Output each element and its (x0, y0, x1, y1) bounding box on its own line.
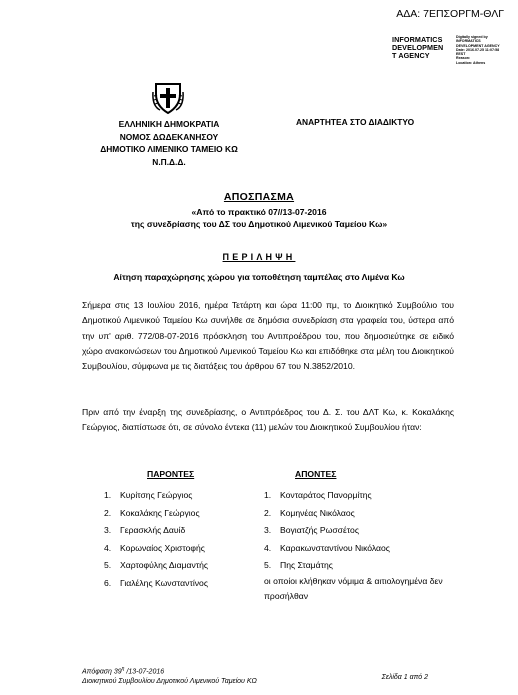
quorum-paragraph: Πριν από την έναρξη της συνεδρίασης, ο Αντιπρόεδρος του Δ. Σ. του ΔΛΤ Κω, κ. Κοκαλάκης Γεώργιος, διαπίστωσε ότι, σε σύνολο έντεκα (11) μελών του Διοικητικού Συμβουλίου ήταν: (82, 407, 454, 433)
list-item: 3. Βογιατζής Ρωσσέτος (264, 525, 359, 535)
list-item: 1. Κονταράτος Πανορμίτης (264, 490, 372, 500)
list-item: 2. Κομηνέας Νικόλαος (264, 507, 355, 518)
absent-heading: ΑΠΟΝΤΕΣ (295, 469, 337, 479)
board-name: Διοικητικού Συμβουλίου Δημοτικού Λιμενικού Ταμείου ΚΩ (82, 678, 257, 686)
signature-details: Digitally signed by INFORMATICS DEVELOPMENT AGENCY Date: 2016.07.25 11:07:58 EEST Reason: Location: Athens (456, 35, 500, 65)
meeting-paragraph: Σήμερα στις 13 Ιουλίου 2016, ημέρα Τετάρτη και ώρα 11:00 πμ, το Διοικητικό Συμβούλιο του Δημοτικού Λιμενικού Ταμείου Κω συνήλθε σε δημόσια συνεδρίαση στα γραφεία του, ύστερα από την υπ' αριθ. 772/08-07-2016 πρόσκληση του Αντιπροέδρου του, που δημοσιεύτηκε σε ειδικό χώρο ανακοινώσεων του Δημοτικού Λιμενικού Ταμείου Κω και επιδόθηκε στα μέλη του Διοικητικού Συμβουλίου, σύμφωνα με τις διατάξεις του άρθρου 67 του Ν.3852/2010. (82, 300, 454, 372)
list-item: 2. Κοκαλάκης Γεώργιος (104, 507, 200, 518)
list-item: 4. Κορωναίος Χριστοφής (104, 542, 205, 553)
absent-members-list (264, 487, 390, 575)
absence-note: οι οποίοι κλήθηκαν νόμιμα & αιτιολογημένα δεν προσήλθαν (264, 576, 443, 601)
list-item: 5. Χαρτοφύλης Διαμαντής (104, 560, 209, 570)
page-number: Σελίδα 1 από 2 (381, 674, 428, 681)
digital-signature-stamp (392, 34, 512, 66)
issuer-header: ΕΛΛΗΝΙΚΗ ΔΗΜΟΚΡΑΤΙΑ ΝΟΜΟΣ ΔΩΔΕΚΑΝΗΣΟΥ ΔΗΜΟΤΙΚΟ ΛΙΜΕΝΙΚΟ ΤΑΜΕΙΟ ΚΩ Ν.Π.Δ.Δ. (100, 119, 238, 167)
ada-code: ΑΔΑ: 7ΕΠΣΟΡΓΜ-ΘΛΓ (396, 8, 504, 20)
summary-heading: ΠΕΡΙΛΗΨΗ (222, 252, 296, 262)
publish-online-notice: ΑΝΑΡΤΗΤΕΑ ΣΤΟ ΔΙΑΔΙΚΤΥΟ (296, 117, 415, 127)
list-item: 3. Γερασκλής Δαυίδ (104, 525, 186, 535)
list-item: 4. Καρακωνσταντίνου Νικόλαος (264, 542, 390, 553)
list-item: 5. Πης Σταμάτης (264, 560, 333, 570)
document-title: ΑΠΟΣΠΑΣΜΑ (223, 191, 295, 203)
signature-org: INFORMATICS DEVELOPMEN T AGENCY (392, 35, 444, 61)
subject-line: Αίτηση παραχώρησης χώρου για τοποθέτηση ταμπέλας στο Λιμένα Κω (113, 272, 405, 282)
decision-number: Απόφαση $39^\eta$ /13-07-2016 (82, 666, 165, 676)
footer-decision (82, 664, 257, 687)
minutes-reference: «Από το πρακτικό 07//13-07-2016 (191, 207, 327, 217)
present-members-list (104, 487, 208, 592)
present-heading: ΠΑΡΟΝΤΕΣ (147, 469, 195, 479)
greek-coat-of-arms-icon (152, 80, 184, 116)
list-item: 1. Κυρίτσης Γεώργιος (104, 490, 193, 500)
list-item: 6. Γιαλέλης Κωνσταντίνος (104, 577, 208, 588)
session-reference: της συνεδρίασης του ΔΣ του Δημοτικού Λιμενικού Ταμείου Κω» (130, 219, 388, 229)
